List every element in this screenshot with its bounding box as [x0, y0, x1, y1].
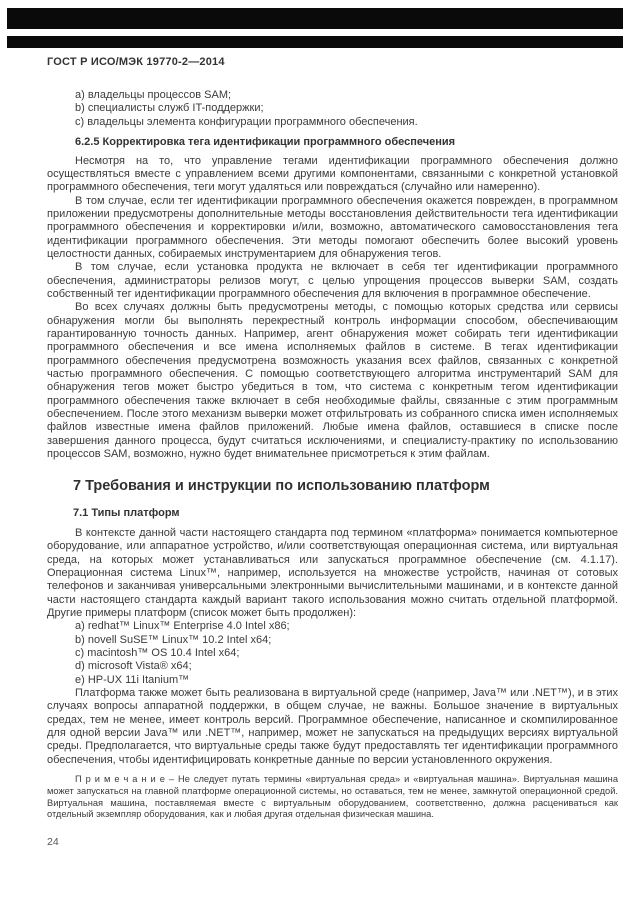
paragraph-platform-definition: В контексте данной части настоящего стандарта под термином «платформа» понимается компьютерное оборудование, или аппаратное устройство, и/или соответствующая операционная система, или виртуальная среда, на которых может устанавливаться или запускаться программное обеспечение (см. 4.1.17). Операционная система Linux™, например, используется на множестве устройств, начиная от сотовых телефонов и заканчивая универсальными электронными вычислительными машинами, и в контексте данной части настоящего стандарта каждый вариант такого использования можно считать отдельной платформой. Другие примеры платформ (список может быть продолжен): — [47, 526, 618, 619]
platform-item-macintosh: c) macintosh™ OS 10.4 Intel x64; — [75, 647, 240, 660]
list-item-sam-owners: a) владельцы процессов SAM; — [75, 89, 232, 101]
platform-item-hpux: e) HP-UX 11i Itanium™ — [75, 673, 190, 686]
section-7-1-body — [47, 527, 618, 821]
paragraph-cross-check: Во всех случаях должны быть предусмотрены методы, с помощью которых средства или сервисы обнаружения могли бы выполнять перекрестный контроль информации способом, обеспечивающим гарантированную точность данных. Например, агент обнаружения может собирать теги идентификации программного обеспечения и все имена исполняемых файлов в системе. В тегах идентификации программного обеспечения предусмотрена возможность указания всех файлов, связанных с конкретной частью программного обеспечения. С помощью соответствующего алгоритма инструментарий SAM для обнаружения тегов может быстро убедиться в том, что система с конкретным тегом идентификации программного обеспечения также включает в себя необходимые файлы, связанные с этим программным обеспечением. После этого механизм выверки может отфильтровать из собранного списка имен исполняемых файлов известные имена файлов приложений. Любые имена файлов, оставшиеся в списке после завершения данного процесса, будут считаться исключениями, и специалисту-практику по использованию процессов SAM, возможно, нужно будет внимательнее присмотреться к этим файлам. — [47, 301, 618, 461]
platform-item-microsoft: d) microsoft Vista® x64; — [75, 660, 192, 673]
platform-examples-list — [47, 620, 618, 687]
list-item-config-owners: c) владельцы элемента конфигурации программного обеспечения. — [75, 115, 418, 128]
paragraph-own-tag: В том случае, если установка продукта не включает в себя тег идентификации программного обеспечения, администраторы релизов могут, с целью упрощения процессов выверки SAM, создать собственный тег идентификации программного обеспечения для включения в программное обеспечение. — [47, 261, 618, 300]
paragraph-virtual-environment: Платформа также может быть реализована в виртуальной среде (например, Java™ или .NET™), и в этих случаях вопросы аппаратной поддержки, в общем случае, не важны. Большое значение в виртуальных средах, тем не менее, имеет контроль версий. Программное обеспечение, написанное и скомпилированное для одной версии Java™ или .NET™, например, может не запускаться на предыдущих версиях виртуальной среды. Предполагается, что виртуальные среды также будут предоставлять тег идентификации программного обеспечения, чтобы идентифицировать конкретные данные по версии установленного окружения. — [47, 687, 618, 766]
section-6-2-5-body — [47, 155, 618, 462]
document-header-title: ГОСТ Р ИСО/МЭК 19770-2—2014 — [47, 56, 225, 68]
platform-item-novell: b) novell SuSE™ Linux™ 10.2 Intel x64; — [75, 633, 272, 646]
section-heading-6-2-5: 6.2.5 Корректировка тега идентификации программного обеспечения — [75, 136, 456, 149]
paragraph-tag-damaged: В том случае, если тег идентификации программного обеспечения окажется поврежден, в программном приложении предусмотрены дополнительные методы восстановления действительности тега идентификации программного обеспечения и корректировки и/или, возможно, автоматического самовосстановления тега идентификации программного обеспечения. Эти методы помогают обеспечить более высокий уровень целостности данных, собираемых инструментарием для обнаружения тегов. — [47, 194, 618, 260]
note-virtual-machine: П р и м е ч а н и е – Не следует путать термины «виртуальная среда» и «виртуальная машина». Виртуальная машина может запускаться на главной платформе операционной системы, но оставаться, тем не менее, замкнутой операционной средой. Виртуальная машина, поставляемая вместе с виртуальным оборудованием, соответственно, должна расцениваться как отдельный экземпляр оборудования, как и любая другая отдельная физическая машина. — [47, 774, 618, 820]
platform-item-redhat: a) redhat™ Linux™ Enterprise 4.0 Intel x86; — [75, 620, 290, 633]
page-number: 24 — [47, 836, 59, 848]
sam-roles-list — [47, 89, 618, 129]
section-heading-7-1: 7.1 Типы платформ — [73, 507, 180, 520]
section-heading-7: 7 Требования и инструкции по использованию платформ — [73, 478, 490, 495]
list-item-it-support: b) специалисты служб IT-поддержки; — [75, 102, 264, 115]
paragraph-tag-management: Несмотря на то, что управление тегами идентификации программного обеспечения должно осуществляться вместе с управлением всеми другими компонентами, связанными с конкретной установкой программного обеспечения, теги могут удаляться или повреждаться (случайно или намеренно). — [47, 154, 618, 194]
